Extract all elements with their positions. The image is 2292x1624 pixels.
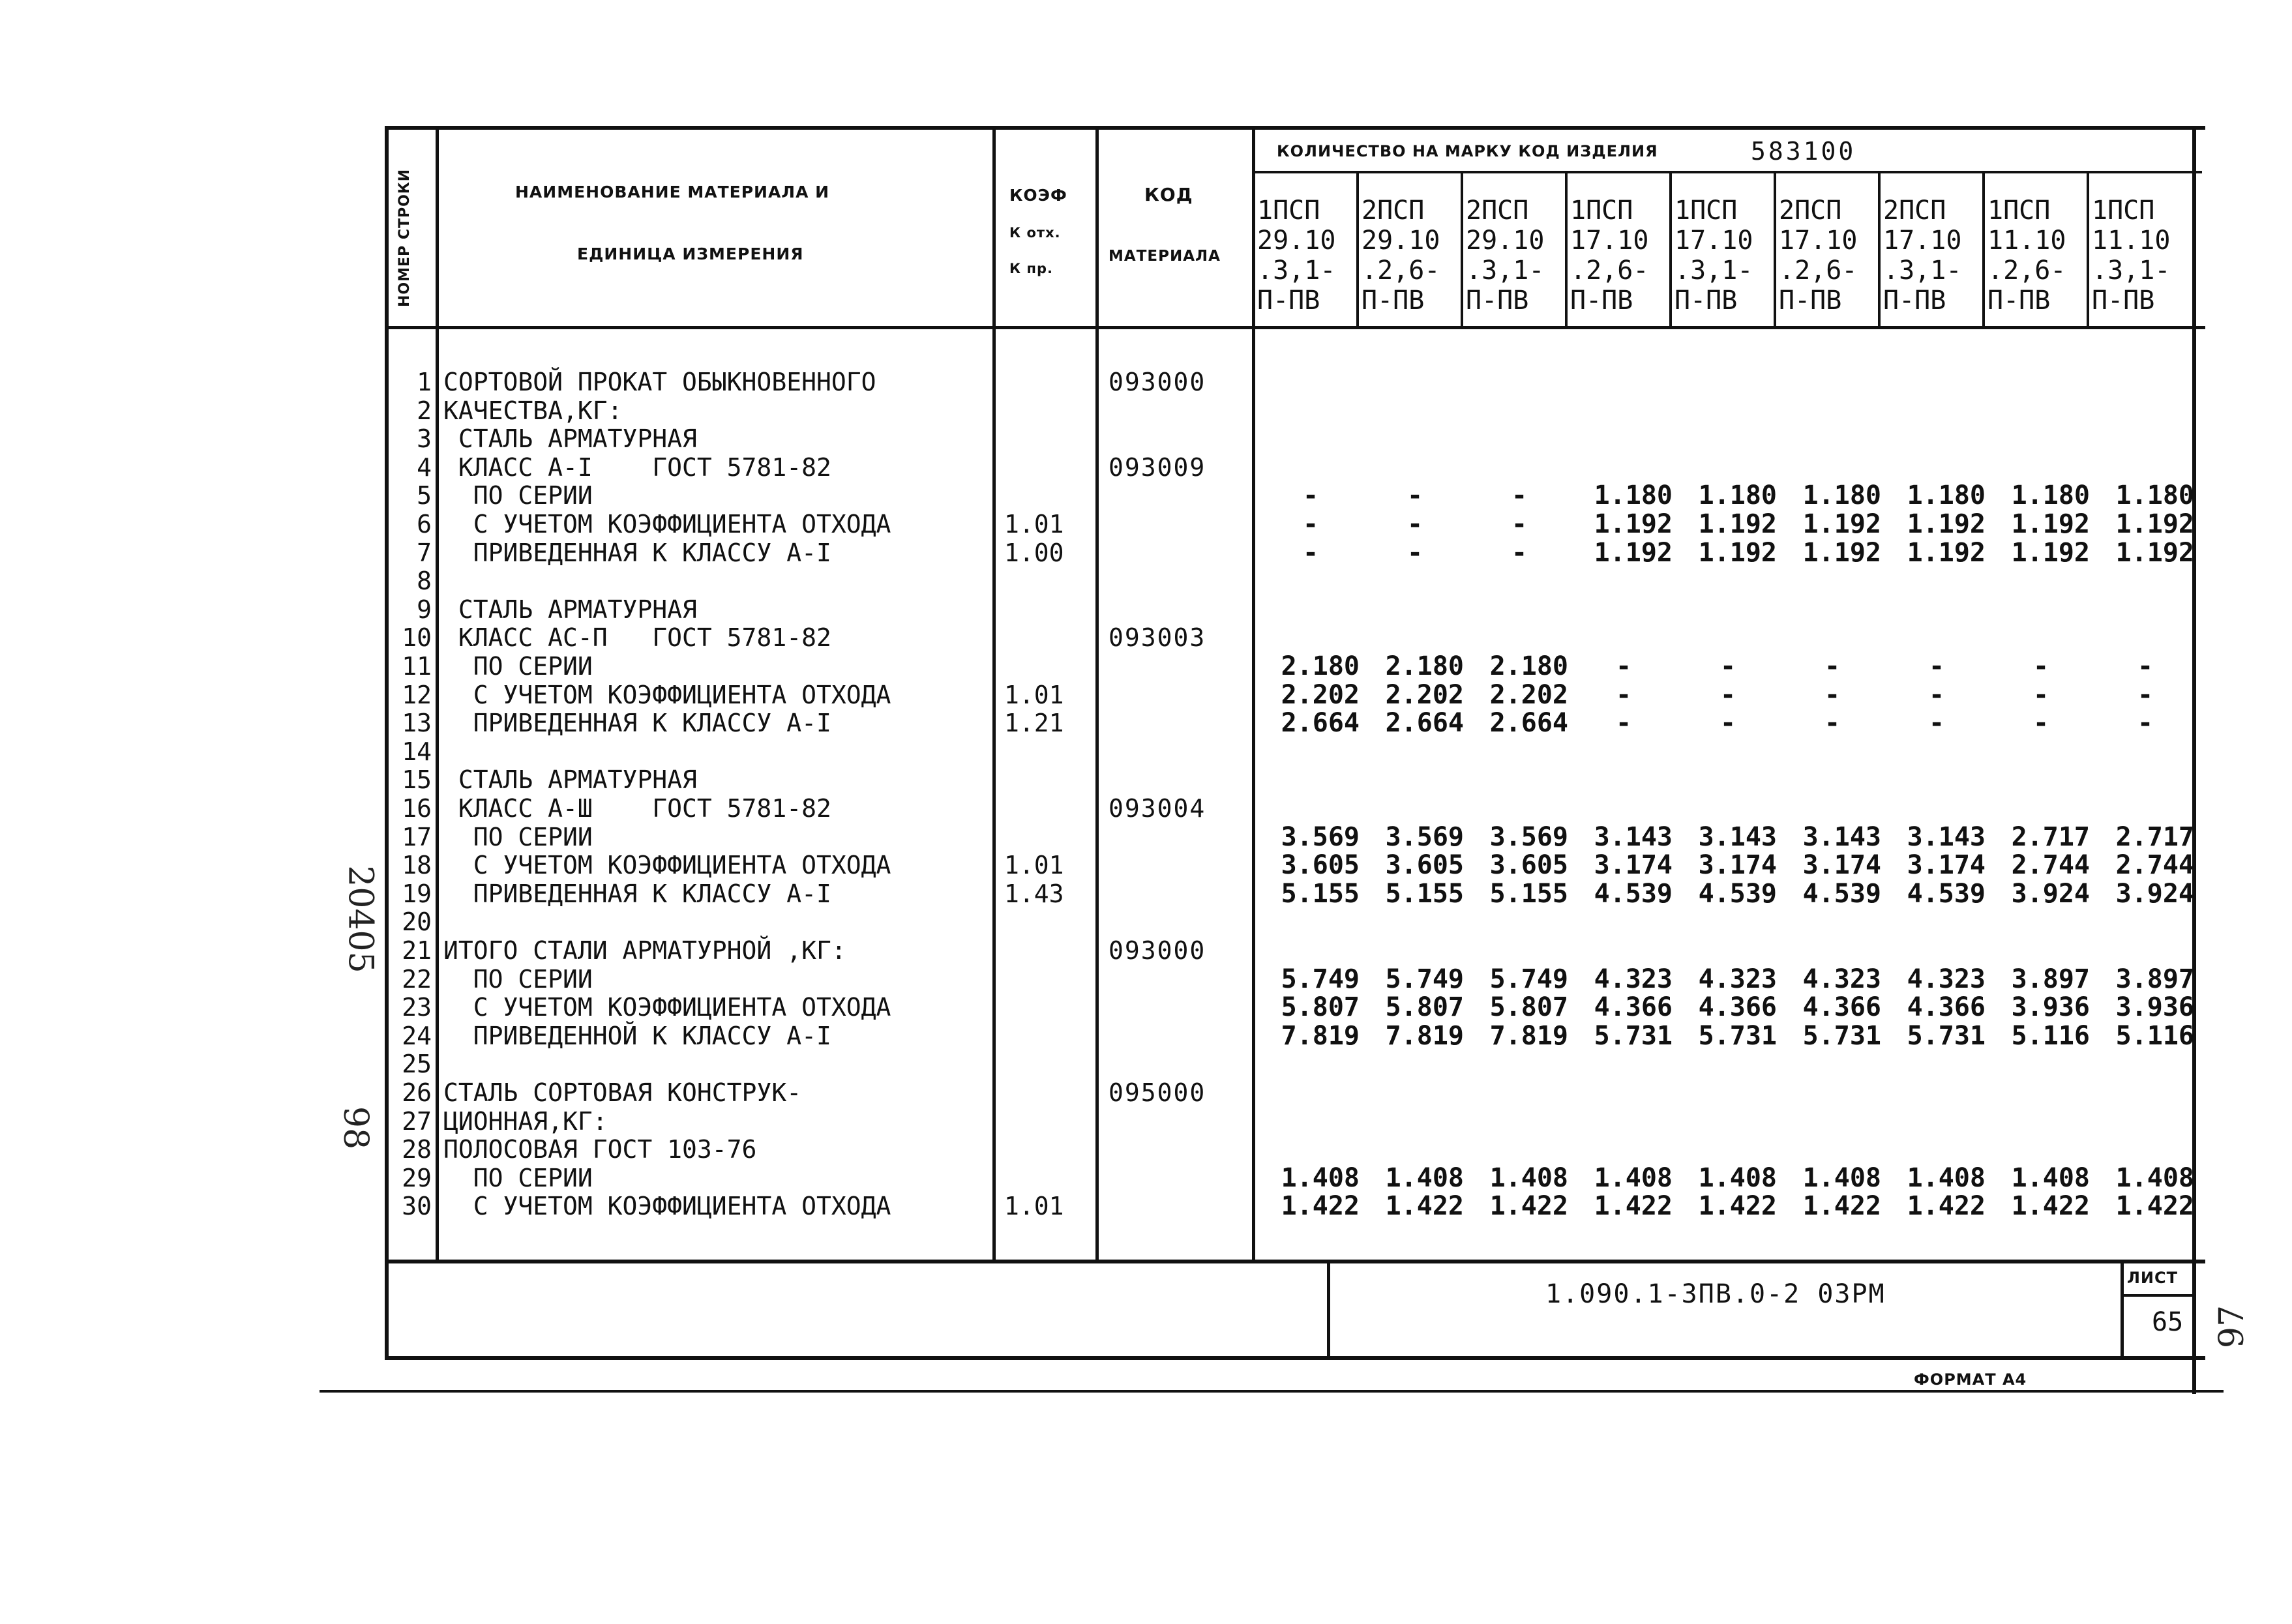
koef-header-line1: КОЭФ (1009, 186, 1067, 205)
material-code: 095000 (1109, 1078, 1206, 1107)
quantity-cell: 5.155 (1281, 878, 1360, 909)
margin-note-right: 97 (2212, 1305, 2252, 1349)
quantity-cell: - (1302, 509, 1319, 539)
quantity-cell: 3.569 (1489, 821, 1568, 852)
quantity-cell: 1.180 (1698, 480, 1777, 511)
stamp-divider (1327, 1260, 1330, 1360)
material-name: ПО СЕРИИ (443, 964, 593, 994)
coefficient-value: 1.21 (1004, 709, 1064, 738)
quantity-cell: 3.897 (2011, 964, 2090, 994)
quantity-cell: 3.605 (1489, 850, 1568, 881)
quantity-cell: - (1719, 651, 1736, 681)
quantity-cell: - (1615, 651, 1632, 681)
quantity-cell: 1.192 (1698, 509, 1777, 539)
material-name: СТАЛЬ АРМАТУРНАЯ (443, 424, 697, 454)
code-header-line2: МАТЕРИАЛА (1109, 248, 1221, 265)
quantity-cell: 5.116 (2011, 1020, 2090, 1051)
material-name: КАЧЕСТВА,КГ: (443, 396, 623, 425)
quantity-cell: - (1511, 509, 1528, 539)
quantity-cell: - (1406, 480, 1423, 511)
quantity-cell: 2.744 (2115, 850, 2194, 881)
material-name: СТАЛЬ АРМАТУРНАЯ (443, 595, 697, 624)
quantity-cell: - (2032, 708, 2049, 739)
material-name: ПО СЕРИИ (443, 822, 593, 851)
quantity-cell: 1.408 (1907, 1162, 1986, 1193)
material-name: ПРИВЕДЕННОЙ К КЛАССУ А-I (443, 1021, 831, 1050)
quantity-cell: 1.422 (1698, 1191, 1777, 1222)
row-number: 26 (402, 1078, 432, 1107)
col-code-divider (1252, 126, 1255, 1263)
quantity-cell: 2.744 (2011, 850, 2090, 881)
quantity-cell: 3.143 (1594, 821, 1673, 852)
quantity-cell: - (1615, 679, 1632, 710)
quantity-cell: 2.180 (1385, 651, 1464, 681)
quantity-cell: 2.202 (1385, 679, 1464, 710)
material-code: 093003 (1109, 623, 1206, 653)
prod-col-divider (1565, 171, 1568, 329)
material-name: ИТОГО СТАЛИ АРМАТУРНОЙ ,КГ: (443, 936, 846, 965)
product-column-header: 2ПСП 17.10 .3,1- П-ПВ (1883, 196, 1962, 316)
quantity-cell: 1.422 (2115, 1191, 2194, 1222)
quantity-cell: 1.408 (1802, 1162, 1881, 1193)
quantity-cell: 1.192 (1594, 509, 1673, 539)
product-column-header: 2ПСП 17.10 .2,6- П-ПВ (1779, 196, 1858, 316)
material-name: ПО СЕРИИ (443, 652, 593, 681)
quantity-cell: 1.408 (1489, 1162, 1568, 1193)
quantity-cell: 1.422 (1594, 1191, 1673, 1222)
quantity-cell: 4.539 (1698, 878, 1777, 909)
quantity-cell: 7.819 (1489, 1020, 1568, 1051)
coefficient-value: 1.01 (1004, 1192, 1064, 1221)
quantity-cell: 5.731 (1802, 1020, 1881, 1051)
product-column-header: 1ПСП 11.10 .2,6- П-ПВ (1987, 196, 2066, 316)
material-name: ПРИВЕДЕННАЯ К КЛАССУ А-I (443, 538, 831, 567)
quantity-cell: 1.192 (2011, 537, 2090, 568)
stamp-sheet-divider (2121, 1260, 2124, 1360)
coefficient-value: 1.43 (1004, 879, 1064, 908)
row-number: 28 (402, 1135, 432, 1164)
format-label: ФОРМАТ А4 (1914, 1370, 2027, 1389)
material-name: ПОЛОСОВАЯ ГОСТ 103-76 (443, 1135, 757, 1164)
quantity-cell: 4.366 (1907, 992, 1986, 1023)
quantity-cell: 3.174 (1802, 850, 1881, 881)
stamp-sheet-line (2121, 1294, 2194, 1297)
quantity-cell: 1.192 (1802, 509, 1881, 539)
sheet-number: 65 (2152, 1307, 2184, 1337)
quantity-cell: - (1928, 708, 1945, 739)
row-number: 3 (417, 424, 432, 454)
material-name: КЛАСС А-Ш ГОСТ 5781-82 (443, 794, 831, 823)
quantity-cell: 3.569 (1385, 821, 1464, 852)
quantity-cell: 4.539 (1594, 878, 1673, 909)
prod-col-divider (2087, 171, 2089, 329)
body-bottom-line (385, 1260, 2205, 1263)
quantity-cell: - (2137, 679, 2154, 710)
quantity-cell: 5.749 (1489, 964, 1568, 994)
product-code: 583100 (1751, 137, 1856, 166)
quantity-cell: 1.408 (1594, 1162, 1673, 1193)
quantity-cell: 3.897 (2115, 964, 2194, 994)
margin-note-number: 20405 (340, 865, 380, 973)
material-code: 093004 (1109, 794, 1206, 823)
row-number: 9 (417, 595, 432, 624)
material-name: С УЧЕТОМ КОЭФФИЦИЕНТА ОТХОДА (443, 510, 891, 539)
name-header-line2: ЕДИНИЦА ИЗМЕРЕНИЯ (577, 244, 804, 263)
quantity-cell: 3.569 (1281, 821, 1360, 852)
row-number: 23 (402, 993, 432, 1022)
document-code: 1.090.1-3ПВ.0-2 03РМ (1545, 1279, 1886, 1309)
quantity-cell: 2.664 (1385, 708, 1464, 739)
col-koef-divider (1095, 126, 1099, 1263)
quantity-cell: - (1824, 651, 1841, 681)
row-number: 16 (402, 794, 432, 823)
row-number: 13 (402, 709, 432, 738)
quantity-cell: 3.174 (1907, 850, 1986, 881)
quantity-cell: 5.749 (1385, 964, 1464, 994)
row-number: 22 (402, 964, 432, 994)
quantity-cell: - (1719, 708, 1736, 739)
row-number: 4 (417, 452, 432, 482)
quantity-cell: - (1928, 651, 1945, 681)
quantity-cell: 3.143 (1907, 821, 1986, 852)
quantity-cell: 3.924 (2115, 878, 2194, 909)
material-name: С УЧЕТОМ КОЭФФИЦИЕНТА ОТХОДА (443, 680, 891, 709)
quantity-cell: 1.180 (1594, 480, 1673, 511)
row-no-header: НОМЕР СТРОКИ (396, 168, 413, 308)
quantity-cell: 1.422 (1281, 1191, 1360, 1222)
quantity-cell: 2.180 (1489, 651, 1568, 681)
quantity-cell: 1.180 (1907, 480, 1986, 511)
quantity-cell: - (1302, 537, 1319, 568)
quantity-cell: - (2032, 679, 2049, 710)
quantity-cell: 1.422 (1802, 1191, 1881, 1222)
quantity-cell: 1.408 (2115, 1162, 2194, 1193)
quantity-cell: 4.323 (1594, 964, 1673, 994)
quantity-cell: 1.192 (1594, 537, 1673, 568)
quantity-cell: - (1615, 708, 1632, 739)
coefficient-value: 1.01 (1004, 680, 1064, 709)
quantity-cell: 7.819 (1385, 1020, 1464, 1051)
material-name: ЦИОННАЯ,КГ: (443, 1106, 608, 1136)
row-number: 18 (402, 851, 432, 880)
row-number: 21 (402, 936, 432, 965)
quantity-cell: - (1406, 509, 1423, 539)
quantity-cell: 5.116 (2115, 1020, 2194, 1051)
quantity-cell: 5.155 (1489, 878, 1568, 909)
quantity-cell: 2.180 (1281, 651, 1360, 681)
coefficient-value: 1.00 (1004, 538, 1064, 567)
quantity-cell: 3.936 (2115, 992, 2194, 1023)
row-number: 25 (402, 1050, 432, 1079)
frame-top (385, 126, 2205, 130)
material-name: КЛАСС АС-П ГОСТ 5781-82 (443, 623, 831, 653)
quantity-cell: 2.717 (2011, 821, 2090, 852)
quantity-cell: 4.366 (1594, 992, 1673, 1023)
quantity-cell: - (1302, 480, 1319, 511)
quantity-cell: 5.807 (1385, 992, 1464, 1023)
row-number: 12 (402, 680, 432, 709)
row-number: 11 (402, 652, 432, 681)
quantity-cell: 1.192 (2011, 509, 2090, 539)
material-code: 093000 (1109, 368, 1206, 396)
quantity-cell: 5.807 (1281, 992, 1360, 1023)
koef-header-line3: К пр. (1009, 261, 1053, 276)
material-name: СТАЛЬ СОРТОВАЯ КОНСТРУК- (443, 1078, 802, 1107)
quantity-cell: 1.192 (2115, 509, 2194, 539)
name-header-line1: НАИМЕНОВАНИЕ МАТЕРИАЛА И (515, 183, 830, 201)
quantity-cell: 5.731 (1594, 1020, 1673, 1051)
product-column-header: 1ПСП 17.10 .2,6- П-ПВ (1570, 196, 1649, 316)
material-name: С УЧЕТОМ КОЭФФИЦИЕНТА ОТХОДА (443, 1192, 891, 1221)
quantity-cell: 3.143 (1698, 821, 1777, 852)
product-column-header: 1ПСП 11.10 .3,1- П-ПВ (2092, 196, 2171, 316)
prod-col-divider (1982, 171, 1985, 329)
qty-header-label: КОЛИЧЕСТВО НА МАРКУ КОД ИЗДЕЛИЯ (1277, 142, 1658, 160)
material-code: 093000 (1109, 936, 1206, 965)
quantity-cell: 4.539 (1907, 878, 1986, 909)
row-number: 27 (402, 1106, 432, 1136)
quantity-cell: 1.422 (1385, 1191, 1464, 1222)
row-number: 19 (402, 879, 432, 908)
material-name: ПО СЕРИИ (443, 1163, 593, 1192)
row-number: 24 (402, 1021, 432, 1050)
col-name-divider (992, 126, 996, 1263)
row-number: 17 (402, 822, 432, 851)
quantity-cell: - (1511, 480, 1528, 511)
quantity-cell: 1.408 (1281, 1162, 1360, 1193)
row-number: 8 (417, 567, 432, 596)
quantity-cell: - (1406, 537, 1423, 568)
row-number: 14 (402, 737, 432, 766)
quantity-cell: 1.408 (1385, 1162, 1464, 1193)
col-rownum-divider (436, 126, 439, 1263)
row-number: 6 (417, 510, 432, 539)
quantity-cell: - (1511, 537, 1528, 568)
quantity-cell: 5.807 (1489, 992, 1568, 1023)
prod-col-divider (1878, 171, 1881, 329)
material-code: 093009 (1109, 452, 1206, 482)
quantity-cell: 1.180 (1802, 480, 1881, 511)
quantity-cell: 7.819 (1281, 1020, 1360, 1051)
prod-col-divider (1774, 171, 1776, 329)
frame-left (385, 126, 389, 1360)
quantity-cell: 3.143 (1802, 821, 1881, 852)
row-number: 10 (402, 623, 432, 653)
quantity-cell: 1.422 (2011, 1191, 2090, 1222)
quantity-cell: 2.202 (1489, 679, 1568, 710)
material-name: ПРИВЕДЕННАЯ К КЛАССУ А-I (443, 879, 831, 908)
coefficient-value: 1.01 (1004, 510, 1064, 539)
quantity-cell: 3.174 (1594, 850, 1673, 881)
quantity-cell: 1.408 (1698, 1162, 1777, 1193)
material-name: СОРТОВОЙ ПРОКАТ ОБЫКНОВЕННОГО (443, 368, 876, 396)
prod-col-divider (1669, 171, 1672, 329)
quantity-cell: - (1719, 679, 1736, 710)
row-number: 2 (417, 396, 432, 425)
page-base-line (320, 1390, 2224, 1393)
row-number: 7 (417, 538, 432, 567)
margin-note-page: 98 (336, 1106, 376, 1150)
quantity-cell: 3.924 (2011, 878, 2090, 909)
quantity-cell: 5.155 (1385, 878, 1464, 909)
quantity-cell: 1.192 (2115, 537, 2194, 568)
material-name: С УЧЕТОМ КОЭФФИЦИЕНТА ОТХОДА (443, 993, 891, 1022)
header-bottom-line (385, 326, 2205, 329)
row-number: 20 (402, 908, 432, 937)
quantity-cell: 4.323 (1802, 964, 1881, 994)
row-number: 29 (402, 1163, 432, 1192)
product-column-header: 1ПСП 17.10 .3,1- П-ПВ (1674, 196, 1753, 316)
quantity-cell: 5.731 (1907, 1020, 1986, 1051)
quantity-cell: 1.192 (1907, 509, 1986, 539)
material-name: С УЧЕТОМ КОЭФФИЦИЕНТА ОТХОДА (443, 851, 891, 880)
quantity-cell: 1.422 (1489, 1191, 1568, 1222)
quantity-cell: 2.717 (2115, 821, 2194, 852)
quantity-cell: 1.192 (1698, 537, 1777, 568)
quantity-cell: 3.936 (2011, 992, 2090, 1023)
quantity-cell: 1.180 (2115, 480, 2194, 511)
product-column-header: 2ПСП 29.10 .3,1- П-ПВ (1466, 196, 1545, 316)
quantity-cell: 3.605 (1385, 850, 1464, 881)
qty-label-underline (1255, 171, 2202, 173)
quantity-cell: 3.605 (1281, 850, 1360, 881)
quantity-cell: - (2137, 651, 2154, 681)
quantity-cell: - (2032, 651, 2049, 681)
quantity-cell: 2.202 (1281, 679, 1360, 710)
row-number: 1 (417, 368, 432, 396)
quantity-cell: - (1824, 708, 1841, 739)
quantity-cell: 1.192 (1907, 537, 1986, 568)
quantity-cell: 1.192 (1802, 537, 1881, 568)
row-number: 5 (417, 481, 432, 510)
material-name: ПРИВЕДЕННАЯ К КЛАССУ А-I (443, 709, 831, 738)
row-number: 30 (402, 1192, 432, 1221)
quantity-cell: 2.664 (1281, 708, 1360, 739)
product-column-header: 1ПСП 29.10 .3,1- П-ПВ (1257, 196, 1336, 316)
frame-bottom (385, 1356, 2205, 1360)
quantity-cell: 4.366 (1698, 992, 1777, 1023)
quantity-cell: 3.174 (1698, 850, 1777, 881)
quantity-cell: 4.539 (1802, 878, 1881, 909)
material-name: ПО СЕРИИ (443, 481, 593, 510)
quantity-cell: 1.180 (2011, 480, 2090, 511)
quantity-cell: 1.408 (2011, 1162, 2090, 1193)
quantity-cell: 4.323 (1907, 964, 1986, 994)
quantity-cell: 4.323 (1698, 964, 1777, 994)
row-number: 15 (402, 765, 432, 795)
prod-col-divider (1356, 171, 1359, 329)
quantity-cell: 5.749 (1281, 964, 1360, 994)
material-name: СТАЛЬ АРМАТУРНАЯ (443, 765, 697, 795)
product-column-header: 2ПСП 29.10 .2,6- П-ПВ (1362, 196, 1440, 316)
quantity-cell: 2.664 (1489, 708, 1568, 739)
code-header-line1: КОД (1144, 184, 1193, 205)
koef-header-line2: К отх. (1009, 225, 1061, 241)
quantity-cell: 5.731 (1698, 1020, 1777, 1051)
quantity-cell: - (1928, 679, 1945, 710)
prod-col-divider (1461, 171, 1463, 329)
quantity-cell: 4.366 (1802, 992, 1881, 1023)
sheet-label: ЛИСТ (2127, 1269, 2179, 1287)
quantity-cell: - (1824, 679, 1841, 710)
quantity-cell: 1.422 (1907, 1191, 1986, 1222)
material-name: КЛАСС А-I ГОСТ 5781-82 (443, 452, 831, 482)
quantity-cell: - (2137, 708, 2154, 739)
coefficient-value: 1.01 (1004, 851, 1064, 880)
